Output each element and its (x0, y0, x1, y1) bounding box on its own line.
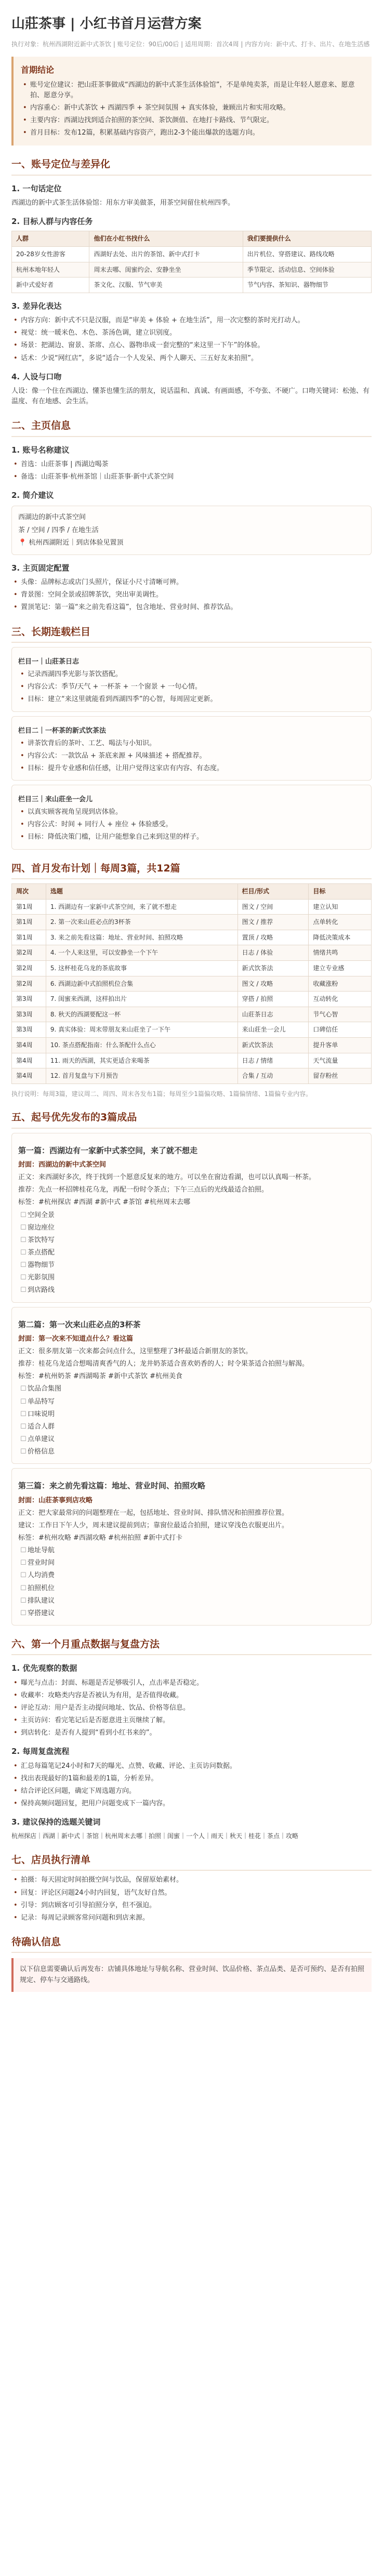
keywords-line: 杭州探店｜西湖｜新中式｜茶馆｜杭州周末去哪｜拍照｜闺蜜｜一个人｜雨天｜秋天｜桂花｜茶点｜攻略 (11, 1832, 299, 1840)
checklist-item: ☐ 价格信息 (18, 1447, 365, 1457)
table-cell: 收藏涨粉 (309, 976, 372, 992)
checklist-item: ☐ 茶点搭配 (18, 1248, 365, 1258)
checklist-item: ☐ 空间全景 (18, 1210, 365, 1221)
table-cell: 3. 来之前先看这篇：地址、营业时间、拍照攻略 (46, 930, 237, 945)
checklist-item: ☐ 拍照机位 (18, 1583, 365, 1594)
checklist-item: ☐ 适合人群 (18, 1422, 365, 1432)
checklist-item: ☐ 窗边座位 (18, 1223, 365, 1233)
section-heading: 一、账号定位与差异化 (11, 157, 372, 175)
list-item: • 记录：每周记录顾客常问问题和到店来源。 (11, 1913, 372, 1923)
table-row (12, 915, 372, 930)
table-cell: 新式饮茶法 (237, 961, 309, 976)
list-item: • 记录西湖四季光影与茶饮搭配。 (18, 669, 365, 680)
list-item: • 置顶笔记：第一篇“来之前先看这篇”，包含地址、营业时间、推荐饮品。 (11, 602, 372, 613)
post-body: 标签：#杭州探店 #西湖 #新中式 #茶馆 #杭州周末去哪 (18, 1198, 190, 1207)
summary-point: • 主要内容：西湖边找到适合拍照的茶空间、茶饮颜值、在地打卡路线、节气限定。 (21, 115, 364, 126)
table-cell: 提升客单 (309, 1038, 372, 1053)
list-item: • 回复：评论区问题24小时内回复，语气友好自然。 (11, 1888, 372, 1898)
table-header: 目标 (309, 884, 372, 900)
summary-point: • 账号定位建议：把山莊茶事做成“西湖边的新中式茶生活体验馆”，不是单纯卖茶，而是让年轻人愿意来、愿意拍、愿意分享。 (21, 80, 364, 101)
table-cell: 第2周 (12, 961, 46, 976)
section-heading: 三、长期连载栏目 (11, 625, 372, 643)
list-item: • 场景：把湖边、窗景、茶席、点心、器物串成一套完整的“来这里一下午”的体验。 (11, 340, 372, 351)
table-cell: 情绪共鸣 (309, 945, 372, 961)
list-item: • 保持高频问题回复，把用户问题变成下一篇内容。 (11, 1799, 372, 1809)
table-cell: 10. 茶点搭配指南：什么茶配什么点心 (46, 1038, 237, 1053)
summary-point: • 内容重心：新中式茶饮 + 西湖四季 + 茶空间氛围 + 真实体验，兼顾出片和实用攻略。 (21, 103, 364, 113)
column-title: 栏目三｜来山莊坐一会儿 (18, 796, 93, 804)
list-item: • 内容公式：一款饮品 + 茶底来源 + 风味描述 + 搭配推荐。 (18, 751, 365, 761)
table-cell: 4. 一个人来这里，可以安静坐一个下午 (46, 945, 237, 961)
table-row (12, 262, 372, 278)
subheading: 3. 主页固定配置 (11, 563, 70, 573)
table-cell: 第4周 (12, 1053, 46, 1068)
list-item: • 讲茶饮背后的茶叶、工艺、喝法与小知识。 (18, 738, 365, 749)
subheading: 1. 一句话定位 (11, 183, 62, 193)
table-cell: 杭州本地年轻人 (12, 262, 89, 278)
table-row (12, 976, 372, 992)
table-header: 他们在小红书找什么 (89, 231, 243, 247)
post-body: 正文：把大家最常问的问题整理在一起，包括地址、营业时间、排队情况和拍照推荐位置。 (18, 1509, 289, 1517)
checklist-item: ☐ 口味说明 (18, 1409, 365, 1420)
checklist-item: ☐ 人均消费 (18, 1570, 365, 1581)
table-cell: 新中式爱好者 (12, 278, 89, 293)
table-cell: 图文 / 推荐 (237, 915, 309, 930)
table-cell: 6. 西湖边新中式拍照机位合集 (46, 976, 237, 992)
table-cell: 图文 / 空间 (237, 899, 309, 915)
checklist-item: ☐ 茶饮特写 (18, 1235, 365, 1246)
summary-heading: 首期结论 (21, 64, 55, 75)
table-cell: 降低决策成本 (309, 930, 372, 945)
list-item: • 以真实顾客视角呈现到店体验。 (18, 807, 365, 817)
list-item: • 引导：到店顾客可引导拍照分享，但不强迫。 (11, 1900, 372, 1911)
post-card (11, 1468, 372, 1626)
subheading: 2. 目标人群与内容任务 (11, 217, 93, 227)
list-item: • 目标：建立“来这里就能看到西湖四季”的心智，每周固定更新。 (18, 694, 365, 705)
section-heading: 五、起号优先发布的3篇成品 (11, 1110, 372, 1128)
section-heading: 七、店员执行清单 (11, 1853, 372, 1871)
table-cell: 11. 雨天的西湖，其实更适合来喝茶 (46, 1053, 237, 1068)
section-heading: 六、第一个月重点数据与复盘方法 (11, 1637, 372, 1655)
section-heading: 二、主页信息 (11, 418, 372, 437)
list-item: • 收藏率：攻略类内容是否被认为有用，是否值得收藏。 (11, 1690, 372, 1701)
post-cover: 封面：西湖边的新中式茶空间 (18, 1161, 107, 1169)
table-cell: 第2周 (12, 976, 46, 992)
column-title: 栏目二｜一杯茶的新式饮茶法 (18, 726, 107, 735)
table-row (12, 1068, 372, 1084)
table-header: 人群 (12, 231, 89, 247)
table-row (12, 930, 372, 945)
post-body: 正文：来西湖好多次，终于找到一个愿意反复来的地方。可以坐在窗边看湖，也可以认真喝一杯茶。 (18, 1173, 316, 1182)
post-title: 第三篇：来之前先看这篇：地址、营业时间、拍照攻略 (18, 1481, 206, 1491)
list-item: • 内容公式：季节/天气 + 一杯茶 + 一个窗景 + 一句心情。 (18, 682, 365, 692)
page-title: 山莊茶事 | 小红书首月运营方案 (11, 16, 202, 32)
section-heading: 四、首月发布计划｜每周3篇，共12篇 (11, 861, 372, 879)
list-item: • 内容公式：时间 + 同行人 + 座位 + 体验感受。 (18, 820, 365, 830)
checklist-item: ☐ 到店路线 (18, 1285, 365, 1296)
table-cell: 点单转化 (309, 915, 372, 930)
subheading: 2. 简介建议 (11, 491, 54, 500)
table-cell: 合集 / 互动 (237, 1068, 309, 1084)
table-cell: 5. 这杯桂花乌龙的茶底故事 (46, 961, 237, 976)
post-title: 第二篇：第一次来山莊必点的3杯茶 (18, 1319, 141, 1329)
checklist-item: ☐ 营业时间 (18, 1558, 365, 1568)
text: 西湖边的新中式茶生活体验馆：用东方审美做茶，用茶空间留住杭州四季。 (11, 199, 235, 207)
list-item: • 到店转化：是否有人提到“看到小红书来的”。 (11, 1728, 372, 1738)
bio-line: 📍 杭州西湖附近｜到店体验见置顶 (18, 538, 124, 547)
table-cell: 8. 秋天的西湖要配这一杯 (46, 1007, 237, 1022)
table-row (12, 961, 372, 976)
persona-table (11, 231, 372, 293)
table-cell: 来山莊坐一会儿 (237, 1022, 309, 1038)
list-item: • 找出表现最好的1篇和最差的1篇，分析差异。 (11, 1774, 372, 1784)
table-cell: 1. 西湖边有一家新中式茶空间，来了就不想走 (46, 899, 237, 915)
todo-box (11, 1958, 372, 1991)
post-body: 建议：工作日下午人少，周末建议提前到店；靠窗位最适合拍照，建议穿浅色衣服更出片。 (18, 1521, 289, 1529)
table-row (12, 1022, 372, 1038)
table-row (12, 278, 372, 293)
table-cell: 20-28岁女性游客 (12, 247, 89, 262)
post-cover: 封面：山莊茶事到店攻略 (18, 1496, 93, 1504)
bio-line: 西湖边的新中式茶空间 (18, 513, 86, 522)
list-item: • 拍摄：每天固定时间拍摄空间与饮品，保留原始素材。 (11, 1875, 372, 1885)
table-cell: 建立认知 (309, 899, 372, 915)
table-cell: 建立专业感 (309, 961, 372, 976)
list-item: • 曝光与点击：封面、标题是否足够吸引人，点击率是否稳定。 (11, 1678, 372, 1688)
table-cell: 口碑信任 (309, 1022, 372, 1038)
list-item: • 视觉：统一暖米色、木色、茶汤色调，建立识别度。 (11, 328, 372, 338)
checklist-item: ☐ 单品特写 (18, 1397, 365, 1407)
checklist-item: ☐ 光影氛围 (18, 1273, 365, 1283)
table-cell: 第1周 (12, 899, 46, 915)
table-cell: 第4周 (12, 1068, 46, 1084)
table-cell: 留存粉丝 (309, 1068, 372, 1084)
bio-line: 茶 / 空间 / 四季 / 在地生活 (18, 526, 99, 534)
column-card (11, 785, 372, 850)
post-card (11, 1133, 372, 1303)
table-cell: 第3周 (12, 992, 46, 1007)
table-row (12, 992, 372, 1007)
table-header: 我们要提供什么 (243, 231, 371, 247)
table-header: 选题 (46, 884, 237, 900)
checklist-item: ☐ 饮品合集图 (18, 1384, 365, 1394)
table-cell: 12. 首月复盘与下月预告 (46, 1068, 237, 1084)
table-row (12, 945, 372, 961)
subheading: 1. 账号名称建议 (11, 445, 70, 455)
todo-text: 以下信息需要确认后再发布：店铺具体地址与导航名称、营业时间、饮品价格、茶点品类、是否可预约、是否有拍照规定、停车与交通路线。 (20, 1965, 365, 1984)
bio-card (11, 506, 372, 554)
meta-line: 执行对象：杭州西湖附近新中式茶饮 | 账号定位：90后/00后 | 适用周期：首次4周 | 内容方向：新中式、打卡、出片、在地生活感 (11, 41, 370, 48)
list-item: • 首选：山莊茶事 | 西湖边喝茶 (11, 459, 372, 470)
table-cell: 置顶 / 攻略 (237, 930, 309, 945)
table-cell: 周末去哪、闺蜜约会、安静坐坐 (89, 262, 243, 278)
post-body: 推荐：先点一杯招牌桂花乌龙，再配一份时令茶点；下午三点后的光线最适合拍照。 (18, 1186, 269, 1194)
post-body: 正文：很多朋友第一次来都会问点什么，这里整理了3杯最适合新朋友的茶饮。 (18, 1348, 253, 1355)
list-item: • 话术：少说“网红店”，多说“适合一个人发呆、两个人聊天、三五好友来拍照”。 (11, 353, 372, 364)
summary-point: • 首月目标：发布12篇，积累基础内容资产，跑出2-3个能出爆款的选题方向。 (21, 128, 364, 138)
table-cell: 互动转化 (309, 992, 372, 1007)
column-title: 栏目一｜山莊茶日志 (18, 657, 80, 666)
table-cell: 第1周 (12, 930, 46, 945)
post-title: 第一篇：西湖边有一家新中式茶空间，来了就不想走 (18, 1145, 198, 1155)
table-cell: 7. 闺蜜来西湖，这样拍出片 (46, 992, 237, 1007)
table-cell: 天气流量 (309, 1053, 372, 1068)
list-item: • 目标：提升专业感和信任感，让用户觉得这家店有内容、有态度。 (18, 763, 365, 774)
list-item: • 目标：降低决策门槛，让用户能想象自己来到这里的样子。 (18, 832, 365, 842)
post-cover: 封面：第一次来不知道点什么？看这篇 (18, 1335, 134, 1343)
list-item: • 主页访问：看完笔记后是否愿意进主页继续了解。 (11, 1715, 372, 1726)
subheading: 2. 每周复盘流程 (11, 1747, 70, 1756)
table-cell: 山莊茶日志 (237, 1007, 309, 1022)
table-row (12, 247, 372, 262)
table-cell: 季节限定、活动信息、空间体验 (243, 262, 371, 278)
subheading: 1. 优先观察的数据 (11, 1663, 77, 1673)
checklist-item: ☐ 器物细节 (18, 1260, 365, 1271)
list-item: • 评论互动：用户是否主动提问地址、饮品、价格等信息。 (11, 1703, 372, 1713)
checklist-item: ☐ 点单建议 (18, 1434, 365, 1445)
summary-callout (11, 57, 372, 146)
table-cell: 2. 第一次来山莊必点的3杯茶 (46, 915, 237, 930)
table-cell: 图文 / 攻略 (237, 976, 309, 992)
plan-note: 执行说明：每周3篇，建议周二、周四、周末各发布1篇；每周至少1篇偏攻略、1篇偏情绪、1篇偏专业内容。 (11, 1090, 312, 1098)
table-cell: 新式饮茶法 (237, 1038, 309, 1053)
table-header: 栏目/形式 (237, 884, 309, 900)
table-cell: 9. 真实体验：周末带朋友来山莊坐了一下午 (46, 1022, 237, 1038)
list-item: • 背景图：空间全景或招牌茶饮，突出审美调性。 (11, 590, 372, 600)
plan-table (11, 883, 372, 1084)
text: 人设：像一个住在西湖边、懂茶也懂生活的朋友，说话温和、真诚、有画面感，不夸张、不硬广。口吻关键词：松弛、有温度、有在地感、会生活。 (11, 387, 370, 406)
table-cell: 日志 / 情绪 (237, 1053, 309, 1068)
list-item: • 结合评论区问题，确定下周选题方向。 (11, 1786, 372, 1796)
post-body: 标签：#杭州攻略 #西湖攻略 #杭州拍照 #新中式打卡 (18, 1534, 182, 1542)
table-cell: 第3周 (12, 1022, 46, 1038)
section-heading: 待确认信息 (11, 1935, 372, 1953)
post-body: 标签：#杭州奶茶 #西湖喝茶 #新中式茶饮 #杭州美食 (18, 1372, 182, 1381)
table-cell: 出片机位、穿搭建议、路线攻略 (243, 247, 371, 262)
table-cell: 第3周 (12, 1007, 46, 1022)
table-cell: 第1周 (12, 915, 46, 930)
table-cell: 节气心智 (309, 1007, 372, 1022)
table-row (12, 1038, 372, 1053)
post-body: 推荐：桂花乌龙适合想喝清爽香气的人；龙井奶茶适合喜欢奶香的人；时令果茶适合拍照与解渴。 (18, 1360, 309, 1368)
checklist-item: ☐ 地址导航 (18, 1545, 365, 1556)
column-card (11, 647, 372, 712)
subheading: 3. 差异化表达 (11, 301, 62, 311)
table-row (12, 1007, 372, 1022)
table-cell: 节气内容、茶知识、器物细节 (243, 278, 371, 293)
checklist-item: ☐ 穿搭建议 (18, 1608, 365, 1619)
checklist-item: ☐ 排队建议 (18, 1596, 365, 1606)
subheading: 3. 建议保持的选题关键词 (11, 1817, 101, 1827)
list-item: • 内容方向：新中式不只是汉服，而是“审美 + 体验 + 在地生活”，用一次完整的茶时光打动人。 (11, 315, 372, 326)
table-cell: 第4周 (12, 1038, 46, 1053)
column-card (11, 716, 372, 781)
table-cell: 第2周 (12, 945, 46, 961)
table-cell: 西湖好去处、出片的茶馆、新中式打卡 (89, 247, 243, 262)
list-item: • 头像：品牌标志或店门头照片，保证小尺寸清晰可辨。 (11, 577, 372, 588)
table-header: 周次 (12, 884, 46, 900)
list-item: • 备选：山莊茶事·杭州茶馆｜山莊茶事·新中式茶空间 (11, 472, 372, 482)
table-cell: 日志 / 体验 (237, 945, 309, 961)
table-cell: 茶文化、汉服、节气审美 (89, 278, 243, 293)
post-card (11, 1307, 372, 1464)
table-cell: 穿搭 / 拍照 (237, 992, 309, 1007)
list-item: • 汇总每篇笔记24小时和7天的曝光、点赞、收藏、评论、主页访问数据。 (11, 1761, 372, 1772)
table-row (12, 1053, 372, 1068)
table-row (12, 899, 372, 915)
subheading: 4. 人设与口吻 (11, 372, 62, 381)
